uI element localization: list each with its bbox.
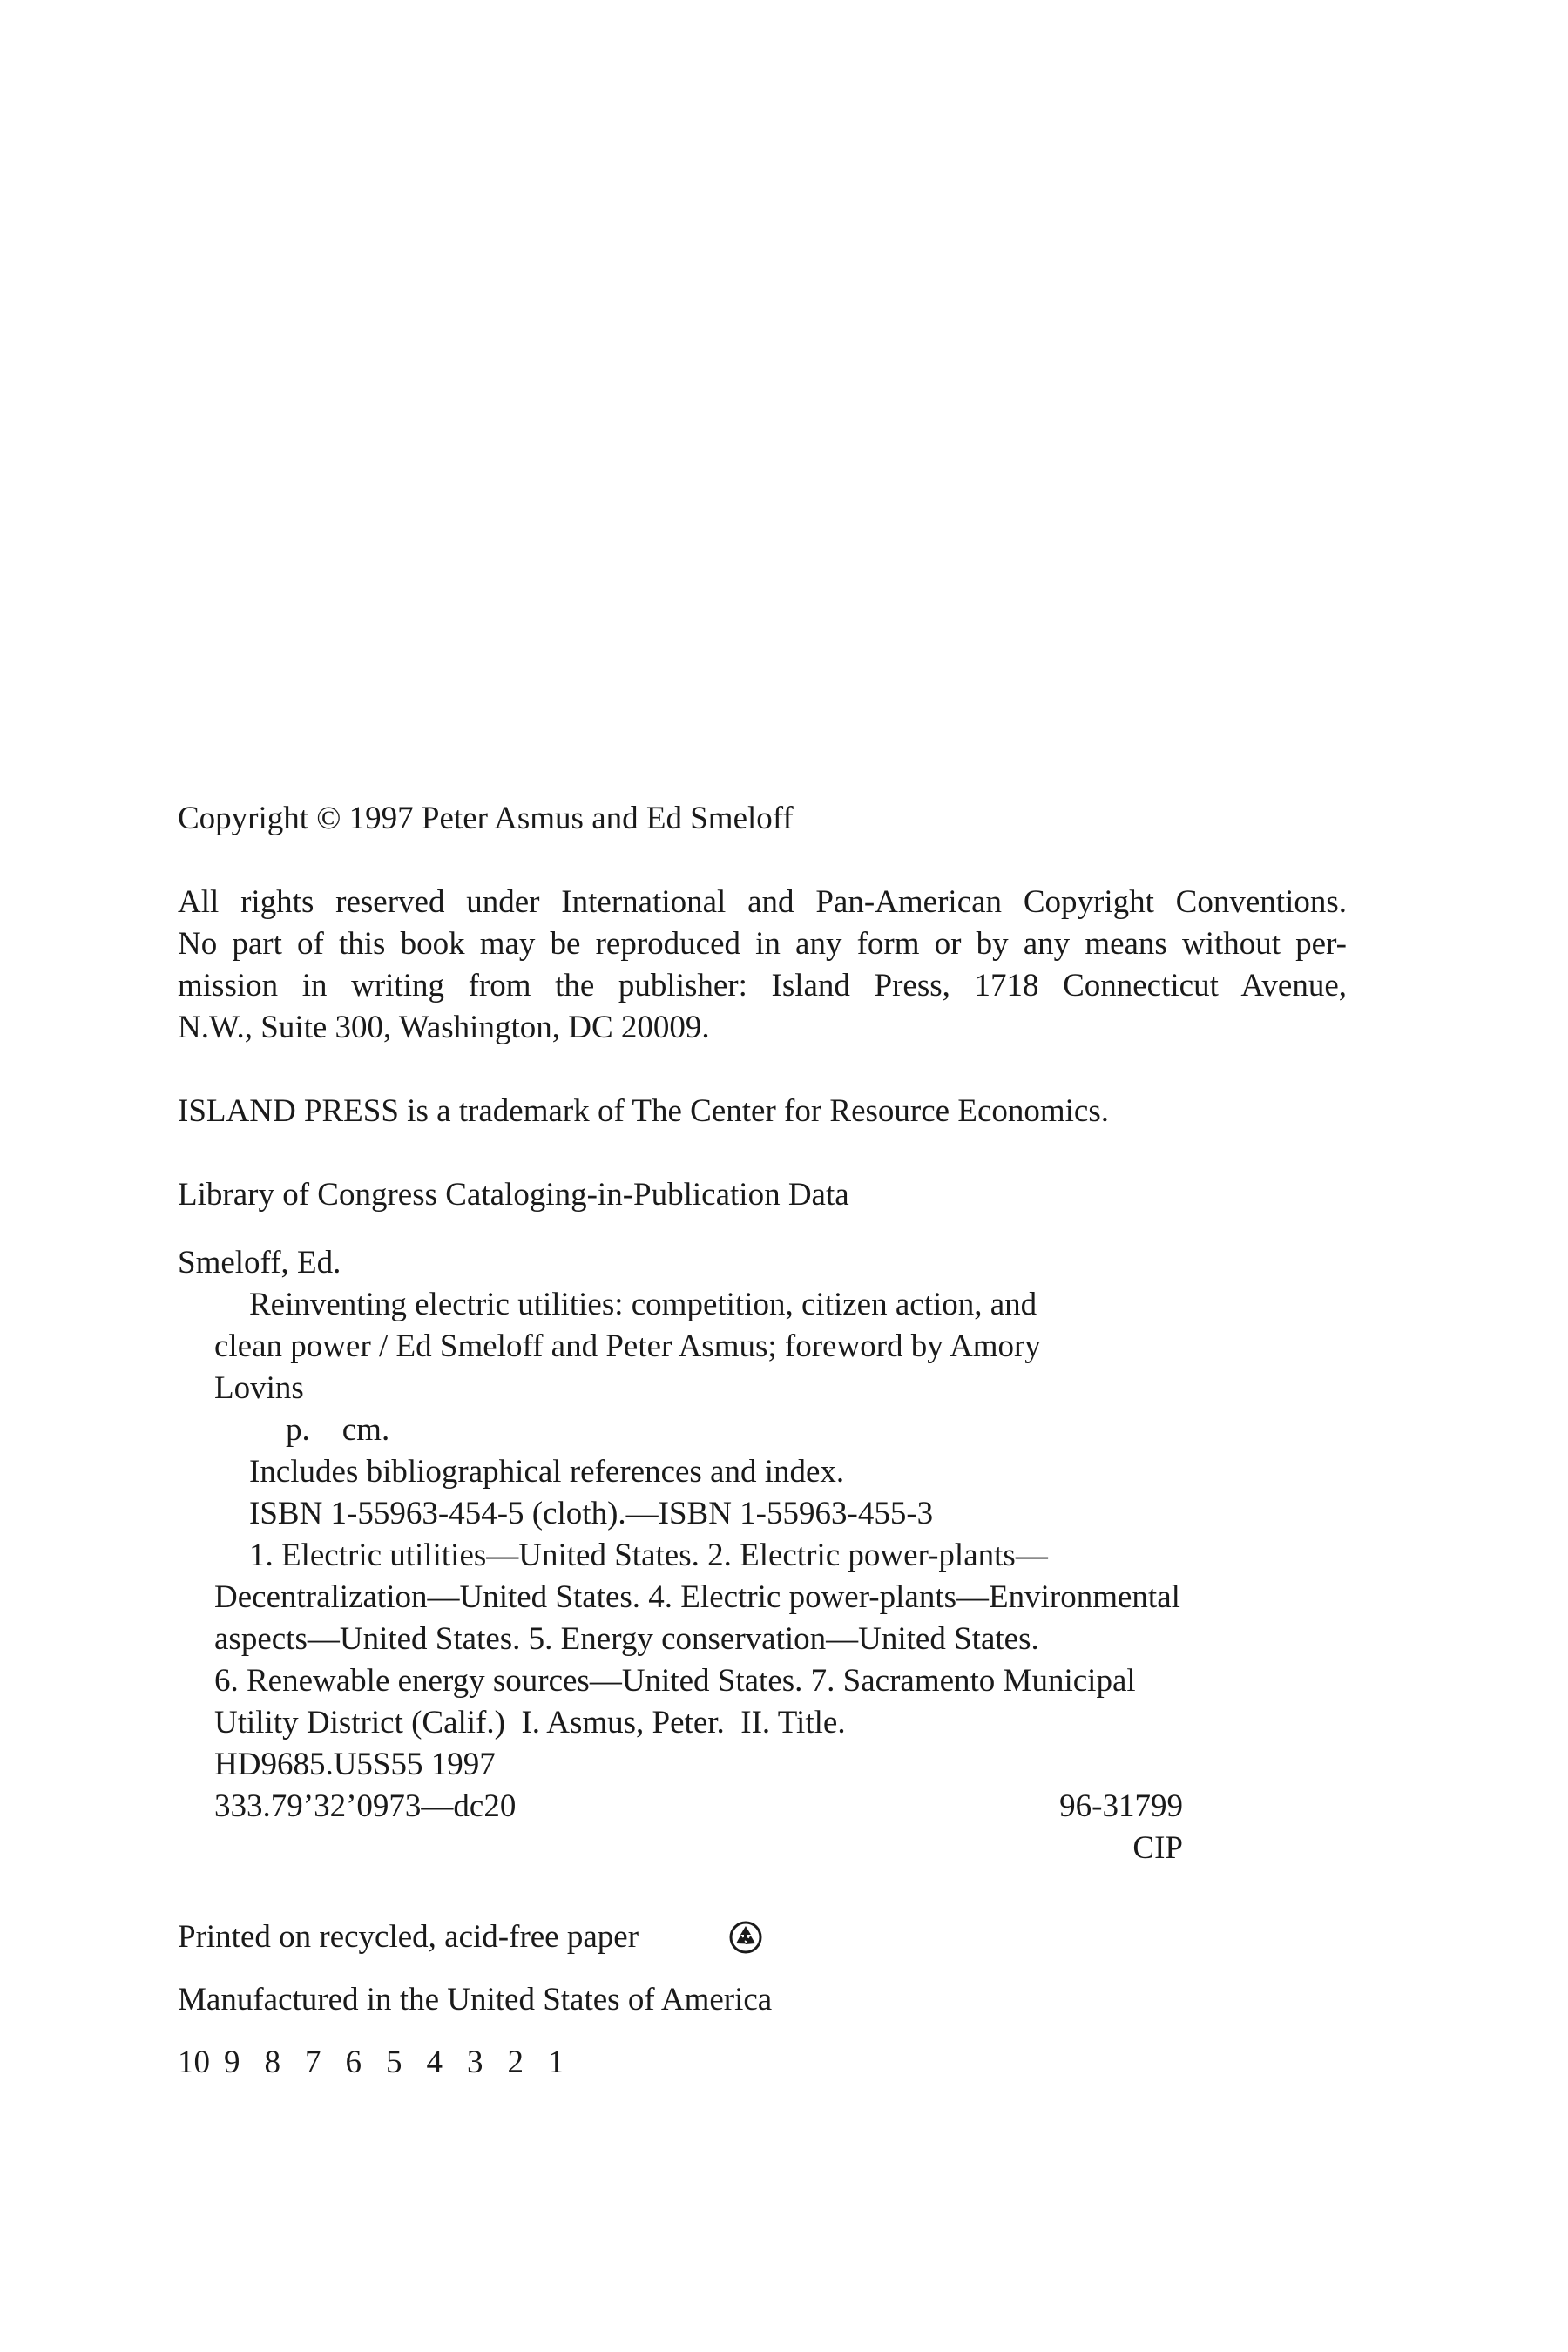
printing-number: 1 — [548, 2044, 564, 2080]
printing-number: 7 — [305, 2044, 321, 2080]
cip-title-line-3: Lovins — [214, 1370, 304, 1406]
cip-lccn: 96-31799 — [1059, 1788, 1183, 1824]
cip-subject-line-2: Decentralization—United States. 4. Electric power-plants—Environmental — [214, 1579, 1180, 1615]
printing-number: 4 — [426, 2044, 443, 2080]
cip-subject-line-3: aspects—United States. 5. Energy conservation—United States. — [214, 1621, 1039, 1657]
printing-number: 2 — [507, 2044, 524, 2080]
cip-isbn: ISBN 1-55963-454-5 (cloth).—ISBN 1-55963-455-3 — [249, 1496, 934, 1531]
rights-line-2: No part of this book may be reproduced in any form or by any means without per- — [178, 926, 1347, 962]
printing-number: 9 — [224, 2044, 240, 2080]
cip-lc-class: HD9685.U5S55 1997 — [214, 1747, 496, 1782]
trademark-statement: ISLAND PRESS is a trademark of The Center for Resource Economics. — [178, 1093, 1110, 1129]
rights-line-4: N.W., Suite 300, Washington, DC 20009. — [178, 1010, 710, 1045]
rights-line-1: All rights reserved under International and Pan-American Copyright Conventions. — [178, 884, 1347, 920]
copyright-notice: Copyright © 1997 Peter Asmus and Ed Smeloff — [178, 801, 794, 836]
cip-subject-line-4: 6. Renewable energy sources—United States. 7. Sacramento Municipal — [214, 1663, 1136, 1699]
cip-dewey: 333.79’32’0973—dc20 — [214, 1788, 517, 1824]
printing-number-line — [178, 2042, 564, 2084]
printing-number: 6 — [345, 2044, 362, 2080]
printing-number: 3 — [467, 2044, 483, 2080]
cip-subject-line-1: 1. Electric utilities—United States. 2. Electric power-plants— — [249, 1538, 1048, 1573]
cip-label: CIP — [1132, 1830, 1183, 1866]
recycle-icon — [728, 1920, 763, 1955]
printing-number: 5 — [386, 2044, 402, 2080]
rights-line-3: mission in writing from the publisher: Island Press, 1718 Connecticut Avenue, — [178, 968, 1347, 1004]
printing-number: 10 — [178, 2044, 210, 2080]
manufactured-statement: Manufactured in the United States of America — [178, 1982, 773, 2017]
recycled-paper-note: Printed on recycled, acid-free paper — [178, 1919, 639, 1955]
cip-title-line-1: Reinventing electric utilities: competition, citizen action, and — [249, 1287, 1037, 1322]
cip-heading: Library of Congress Cataloging-in-Publication Data — [178, 1177, 849, 1213]
cip-author: Smeloff, Ed. — [178, 1245, 341, 1281]
printing-number: 8 — [264, 2044, 280, 2080]
cip-collation: p. cm. — [286, 1412, 390, 1448]
cip-subject-line-5: Utility District (Calif.) I. Asmus, Peter. II. Title. — [214, 1705, 846, 1740]
cip-title-line-2: clean power / Ed Smeloff and Peter Asmus; foreword by Amory — [214, 1328, 1041, 1364]
cip-bibliography-note: Includes bibliographical references and index. — [249, 1454, 845, 1490]
